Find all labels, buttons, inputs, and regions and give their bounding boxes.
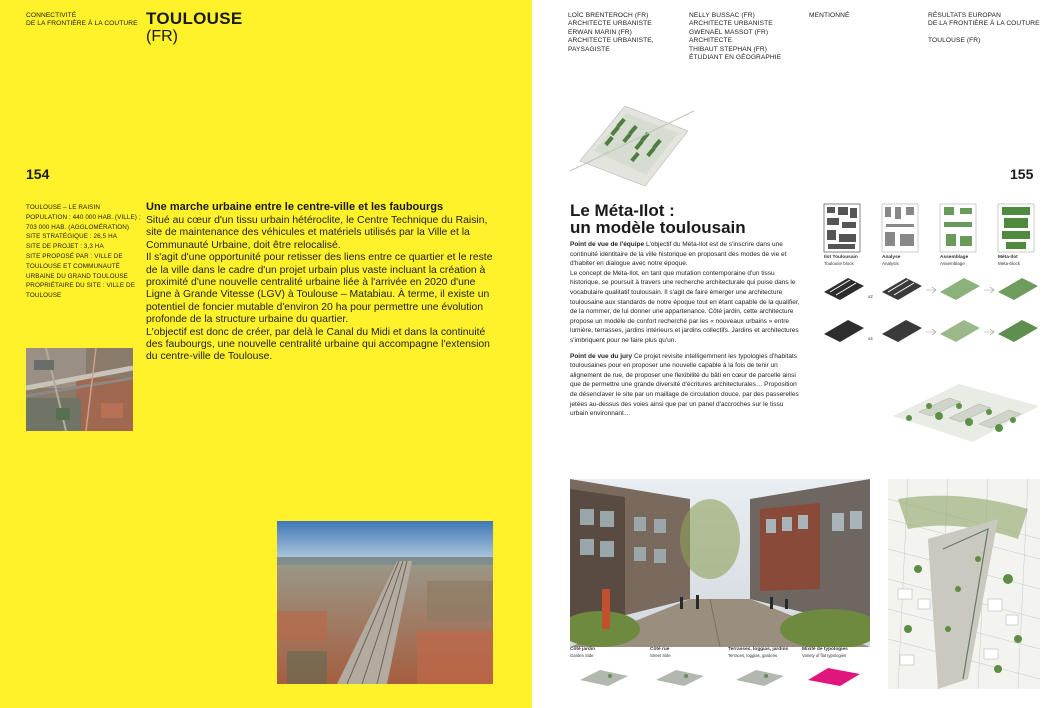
paragraph-2: Il s'agit d'une opportunité pour retisser des liens entre ce quartier et le reste de la ville dans le cadre d'un projet urbain plus vaste incluant la création à proximité d'une nouvelle centralité urbaine liée à l'arrivée en 2020 d'une Ligne à Grande Vitesse (LGV) à Toulouse – Matabiau. À terme, il existe un potentiel de foncier mutable d'environ 20 ha pour permettre une évolution profonde de la structure urbaine du quartier. [146,252,493,326]
jury-viewpoint [570,352,803,419]
aerial-photo-site [26,348,133,431]
paragraph-3: L'objectif est donc de créer, par delà le Canal du Midi et dans la continuité des faubourgs, une nouvelle centralité urbaine qui accompagne l'extension du centre-ville de Toulouse. [146,326,490,363]
results-line-1: RÉSULTATS EUROPAN [928,12,1002,19]
block-3d-render [889,376,1041,446]
street-caption-4: Mixité de typologies Variety of flat typologies [802,647,848,658]
results-label [928,12,1040,45]
multiplier-x2: x2 [868,294,873,299]
page-number-right: 155 [1010,166,1034,182]
team-member-line: ARCHITECTE URBANISTE, [568,37,654,45]
street-caption-2: Côté rue Street Side [650,647,671,658]
award-label: MENTIONNÉ [809,12,850,19]
jury-viewpoint-text: Ce projet revisite intelligemment les typologies d'habitats toulousaines pour en proposer une nouvelle capable à la fois de tenir un alignement de rue, de proposer une flexibilité du bâti en cœur de parcelle ainsi que de permettre une grande diversité d'écritures architecturales… Proposition de désenclaver le site par un maillage de circulation douce, par des passerelles jetées au-dessus des voies ainsi que par un panel d'accroches sur le tissu urbain environnant… [570,352,799,418]
street-caption-3: Terrasses, loggias, jardins Terraces, loggias, gardens [728,647,789,658]
team-member-line: ARCHITECTE URBANISTE [568,20,652,28]
site-info-line: TOULOUSE – LE RAISIN [26,204,100,211]
team-viewpoint-text: L'objectif du Méta-Ilot est de s'inscrire dans une continuité identitaire de la ville historique en proposant des modes de vie et d'habiter en dialogue avec notre époque. [570,241,787,268]
site-info-line: PROPRIÉTAIRE DU SITE : VILLE DE [26,282,136,290]
team-member-line: ERWAN MARIN (FR) [568,28,632,36]
project-description [570,240,803,423]
diagram-label-2: Analyse Analysis [882,255,901,266]
diagram-label-1: Ilot Toulousain Toulouse block [824,255,858,266]
intro-article [146,201,496,364]
team-member-line: LOÏC BRENTEROCH (FR) [568,12,649,19]
city-title [146,10,243,46]
typology-diagram [820,202,1040,354]
concept-text: Le concept de Méta-Ilot, en tant que mutation contemporaine d'un tissu historique, se poursuit à travers une recherche architecturale qui puise dans le vocabulaire qualitatif toulousain. Il s'agit de faire émerger une architecture toulousaine aux standards de notre époque tout en étant capable de la qualifier, de la nommer, de lui donner une appartenance. Côté jardin, cette architecture propose un modèle de confort recherché par les « nouveaux urbains » entre lumière, terrasses, jardins intérieurs et jardins collectifs. Jardins et architectures s'imbriquent pour ne faire plus qu'un. [570,269,800,344]
team-member-line: THIBAUT STEPHAN (FR) [689,45,768,53]
site-info-line: 703 000 HAB. (AGGLOMÉRATION) [26,223,130,231]
section-line-2: DE LA FRONTIÈRE À LA COUTURE [26,20,138,28]
typology-thumbnails [570,662,870,688]
diagram-label-3: Assemblage Assemblage [940,255,969,266]
site-info-line: SITE STRATÉGIQUE : 26,5 HA [26,233,118,241]
jury-viewpoint-label: Point de vue du jury [570,352,633,360]
site-info-line: SITE DE PROJET : 3,3 HA [26,243,104,251]
right-page [532,0,1062,708]
article-heading: Une marche urbaine entre le centre-ville et les faubourgs [146,201,444,213]
site-info-line: SITE PROPOSÉ PAR : VILLE DE [26,252,123,260]
project-title-line-1: Le Méta-Ilot : [570,201,675,220]
team-member-line: ARCHITECTE [689,37,733,45]
street-perspective-render [570,479,870,647]
site-info-line: TOULOUSE [26,292,62,300]
site-info [26,203,141,301]
team-column-2 [689,12,781,62]
results-city: TOULOUSE (FR) [928,36,981,44]
team-member-line: ÉTUDIANT EN GÉOGRAPHIE [689,54,782,62]
aerial-masterplan-render [888,479,1040,689]
aerial-photo-toulouse [277,521,493,684]
section-line-1: CONNECTIVITÉ [26,12,77,19]
paragraph-1: Situé au cœur d'un tissu urbain hétéroclite, le Centre Technique du Raisin, site de maintenance des véhicules et matériels utilisés par la Ville et la Communauté Urbaine, doit être relocalisé. [146,215,488,251]
project-title-line-2: un modèle toulousain [570,218,746,237]
team-member-line: GWENAËL MASSOT (FR) [689,28,769,36]
city-name: TOULOUSE [146,9,243,28]
site-info-line: TOULOUSE ET COMMUNAUTÉ [26,262,120,270]
diagram-label-4: Méta-Ilot Meta-block [998,255,1021,266]
site-info-line: URBAINE DU GRAND TOULOUSE [26,272,128,280]
street-caption-1: Côté jardin Garden Side [570,647,596,658]
masterplan-render [570,91,694,189]
section-label [26,12,138,29]
country-code: (FR) [146,28,178,45]
multiplier-x4: x4 [868,336,873,341]
project-title [570,202,746,236]
site-info-line: POPULATION : 440 000 HAB. (VILLE) ; [26,213,141,221]
team-viewpoint-label: Point de vue de l'équipe [570,241,645,248]
team-member-line: NELLY BUSSAC (FR) [689,12,755,19]
team-member-line: PAYSAGISTE [568,45,610,53]
results-line-2: DE LA FRONTIÈRE À LA COUTURE [928,20,1040,28]
page-number-left: 154 [26,166,50,182]
team-member-line: ARCHITECTE URBANISTE [689,20,773,28]
team-viewpoint [570,240,803,346]
team-column-1 [568,12,654,54]
article-body [146,215,496,364]
